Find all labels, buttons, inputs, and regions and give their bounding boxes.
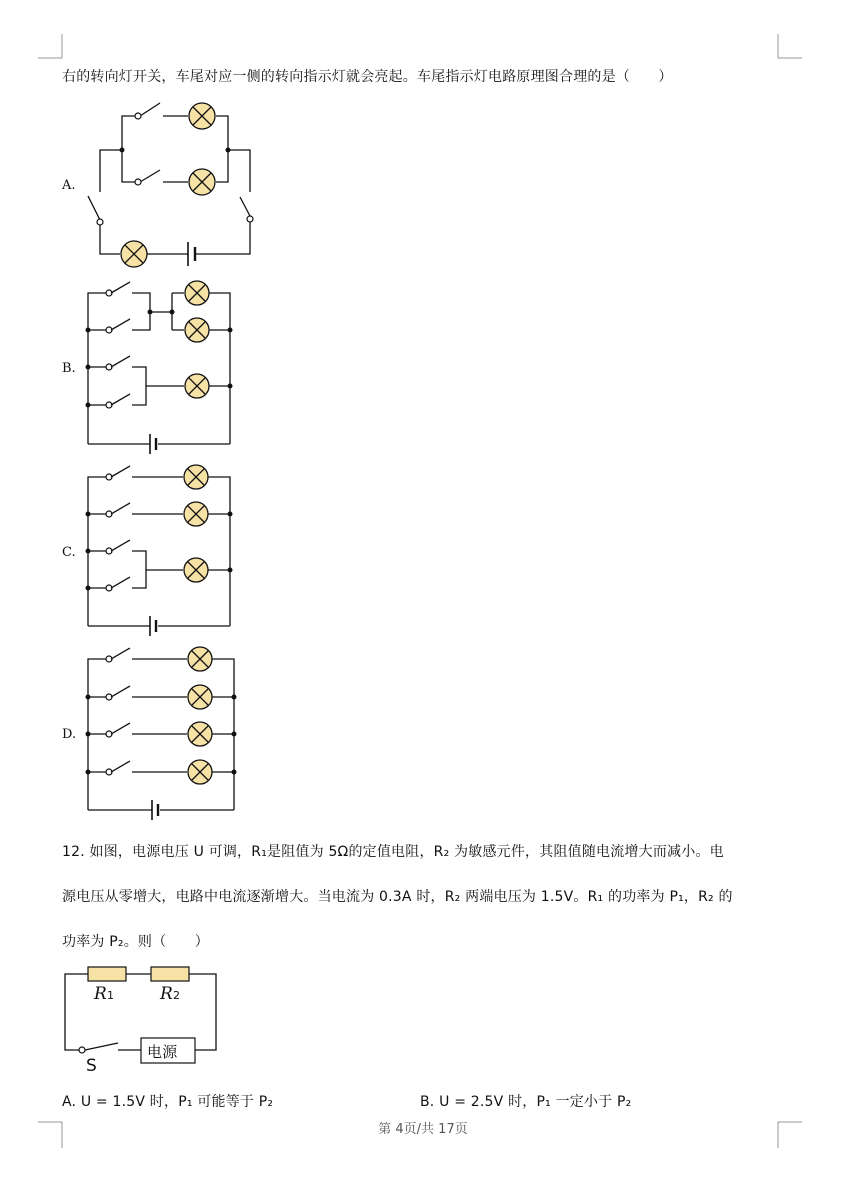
circuit-diagram-c: [86, 465, 233, 636]
circuit-diagram-b: [86, 281, 233, 454]
question-12-line-1: 12. 如图，电源电压 U 可调，R₁是阻值为 5Ω的定值电阻，R₂ 为敏感元件，其阻值随电流增大而减小。电: [62, 844, 724, 860]
r1-label: R1: [94, 984, 115, 1004]
circuit-diagram-d: [86, 647, 237, 820]
option-b-label[interactable]: B.: [62, 361, 76, 376]
question-12-option-a[interactable]: A. U = 1.5V 时，P₁ 可能等于 P₂: [62, 1094, 274, 1110]
page-footer: 第 4页/共 17页: [378, 1122, 468, 1137]
option-d-label[interactable]: D.: [62, 727, 77, 742]
switch-label: S: [86, 1056, 97, 1076]
circuit-diagram-q12: [65, 967, 216, 1063]
question-12-option-b[interactable]: B. U = 2.5V 时，P₁ 一定小于 P₂: [420, 1094, 632, 1110]
r2-label: R2: [160, 984, 181, 1004]
option-a-label[interactable]: A.: [62, 178, 76, 193]
question-12-line-2: 源电压从零增大，电路中电流逐渐增大。当电流为 0.3A 时，R₂ 两端电压为 1.5V。R₁ 的功率为 P₁，R₂ 的: [62, 889, 733, 905]
power-source-label: 电源: [147, 1043, 178, 1061]
question-11-stem: 右的转向灯开关，车尾对应一侧的转向指示灯就会亮起。车尾指示灯电路原理图合理的是（ ）: [62, 69, 673, 85]
question-12-line-3: 功率为 P₂。则（ ）: [62, 934, 209, 950]
option-c-label[interactable]: C.: [62, 545, 76, 560]
circuit-diagram-a: [88, 103, 253, 267]
